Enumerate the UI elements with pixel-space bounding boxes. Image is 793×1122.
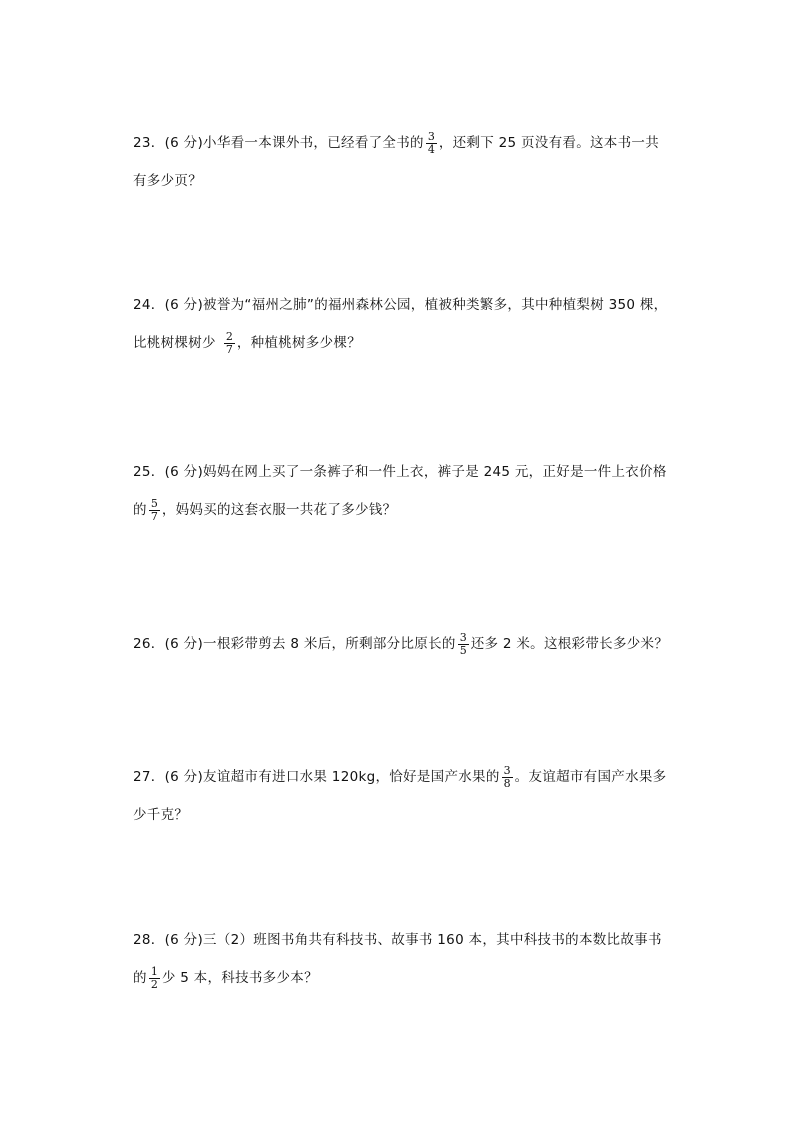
- problem-text: 少千克？: [133, 807, 189, 823]
- problem-score: (6 分): [164, 297, 204, 313]
- problem-25: [133, 453, 673, 529]
- problem-text: 还多 2 米。这根彩带长多少米？: [470, 636, 669, 652]
- problem-28: [133, 921, 673, 997]
- problem-line: [133, 491, 673, 529]
- problem-text: 被誉为“福州之肺”的福州森林公园，植被种类繁多，其中种植梨树 350 棵，: [203, 297, 668, 313]
- problem-score: (6 分): [164, 636, 204, 652]
- problem-24: [133, 286, 673, 362]
- problem-27: [133, 758, 673, 834]
- problem-score: (6 分): [164, 464, 204, 480]
- problem-text: 有多少页？: [133, 173, 202, 189]
- fraction-numerator: 2: [225, 329, 233, 343]
- problem-text: 的: [133, 502, 147, 518]
- problem-26: [133, 625, 673, 663]
- problem-text: 友谊超市有进口水果 120kg，恰好是国产水果的: [203, 769, 500, 785]
- fraction: [149, 498, 160, 523]
- problem-text: 小华看一本课外书，已经看了全书的: [203, 135, 424, 151]
- fraction-denominator: 4: [427, 142, 435, 156]
- fraction-denominator: 7: [225, 342, 233, 356]
- fraction-numerator: 3: [503, 763, 511, 777]
- problem-text: 一根彩带剪去 8 米后，所剩部分比原长的: [203, 636, 456, 652]
- problem-score: (6 分): [164, 135, 204, 151]
- problem-number: 23．: [133, 135, 165, 151]
- problem-line: [133, 286, 673, 324]
- problem-text: ，还剩下 25 页没有看。这本书一共: [438, 135, 659, 151]
- fraction-numerator: 5: [150, 496, 158, 510]
- problem-text: 少 5 本，科技书多少本？: [161, 970, 318, 986]
- fraction-numerator: 1: [150, 964, 158, 978]
- problem-line: [133, 162, 673, 200]
- fraction-denominator: 5: [459, 643, 467, 657]
- problem-text: ，种植桃树多少棵？: [236, 335, 362, 351]
- problem-text: ，妈妈买的这套衣服一共花了多少钱？: [161, 502, 397, 518]
- problem-score: (6 分): [164, 932, 204, 948]
- fraction: [224, 331, 235, 356]
- problem-number: 27．: [133, 769, 165, 785]
- problem-number: 24．: [133, 297, 165, 313]
- fraction: [458, 632, 469, 657]
- problem-number: 28．: [133, 932, 165, 948]
- problem-text: 的: [133, 970, 147, 986]
- fraction: [426, 131, 437, 156]
- problem-23: [133, 124, 673, 200]
- fraction-numerator: 3: [459, 630, 467, 644]
- problem-line: [133, 921, 673, 959]
- fraction-denominator: 7: [150, 509, 158, 523]
- problem-text: 妈妈在网上买了一条裤子和一件上衣，裤子是 245 元，正好是一件上衣价格: [203, 464, 667, 480]
- problem-line: [133, 453, 673, 491]
- fraction: [149, 966, 160, 991]
- fraction-denominator: 2: [150, 977, 158, 991]
- problem-text: 三（2）班图书角共有科技书、故事书 160 本，其中科技书的本数比故事书: [203, 932, 662, 948]
- problem-text: 。友谊超市有国产水果多: [514, 769, 667, 785]
- problem-line: [133, 758, 673, 796]
- problem-number: 26．: [133, 636, 165, 652]
- problem-line: [133, 959, 673, 997]
- problem-score: (6 分): [164, 769, 204, 785]
- fraction: [502, 765, 513, 790]
- fraction-denominator: 8: [503, 776, 511, 790]
- problem-line: [133, 625, 673, 663]
- fraction-numerator: 3: [427, 129, 435, 143]
- problem-line: [133, 324, 673, 362]
- problem-number: 25．: [133, 464, 165, 480]
- problem-text: 比桃树棵树少: [133, 335, 216, 351]
- problem-line: [133, 124, 673, 162]
- problem-line: [133, 796, 673, 834]
